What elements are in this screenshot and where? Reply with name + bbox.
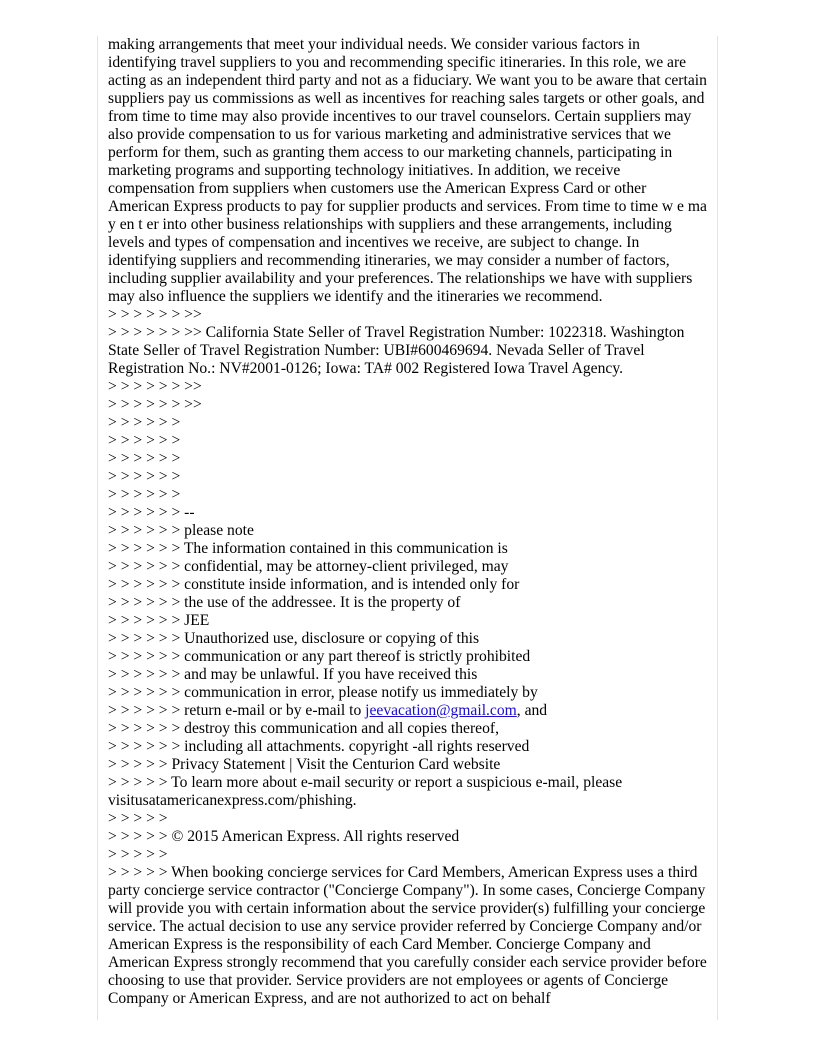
- copyright-line: > > > > > © 2015 American Express. All rights reserved: [108, 828, 460, 845]
- intro-paragraph: making arrangements that meet your individual needs. We consider various factors in identifying travel suppliers to you and recommending specific itineraries. In this role, we are acting as an independent third party and not as a fiduciary. We want you to be aware that certain suppliers pay us commissions as well as incentives for reaching sales targets or other goals, and from time to time may also provide incentives to our travel counselors. Certain suppliers may also provide compensation to us for various marketing and administrative services that we perform for them, such as granting them access to our marketing channels, participating in marketing programs and supporting technology initiatives. In addition, we receive compensation from suppliers when customers use the American Express Card or other American Express products to pay for supplier products and services. From time to time w e ma y en t er into other business relationships with suppliers and these arrangements, including levels and types of compensation and incentives we receive, are subject to change. In identifying suppliers and recommending itineraries, we may consider a number of factors, including supplier availability and your preferences. The relationships we have with suppliers may also influence the suppliers we identify and the itineraries we recommend.: [108, 36, 707, 305]
- quoted-line: > > > > > >: [108, 468, 181, 485]
- quoted-line: > > > > > > please note: [108, 522, 254, 539]
- contact-email-link[interactable]: jeevacation@gmail.com: [365, 702, 517, 719]
- quoted-line: > > > > >: [108, 810, 168, 827]
- quoted-marker-line: > > > > > > >>: [108, 306, 202, 323]
- quoted-line: > > > > > >: [108, 414, 181, 431]
- quoted-line: > > > > > >: [108, 486, 181, 503]
- quoted-line: > > > > > > >>: [108, 378, 202, 395]
- quoted-line: > > > > > > including all attachments. copyright -all rights reserved: [108, 738, 530, 755]
- privacy-statement-line: > > > > > Privacy Statement | Visit the Centurion Card website: [108, 756, 501, 773]
- quoted-line: > > > > > > constitute inside information, and is intended only for: [108, 576, 520, 593]
- quoted-line: > > > > > > communication or any part thereof is strictly prohibited: [108, 648, 531, 665]
- quoted-line: > > > > > > destroy this communication and all copies thereof,: [108, 720, 499, 737]
- email-body-text: [108, 36, 709, 1008]
- quoted-line: > > > > > > the use of the addressee. It is the property of: [108, 594, 461, 611]
- quoted-line: > > > > > > Unauthorized use, disclosure or copying of this: [108, 630, 480, 647]
- quoted-line: > > > > > > JEE: [108, 612, 210, 629]
- registration-paragraph: > > > > > > >> California State Seller of Travel Registration Number: 1022318. Washington State Seller of Travel Registration Number: UBI#600469694. Nevada Seller of Travel Registration No.: NV#2001-0126; Iowa: TA# 002 Registered Iowa Travel Agency.: [108, 324, 685, 377]
- return-email-line: [108, 702, 709, 720]
- quoted-line: > > > > > >: [108, 432, 181, 449]
- return-line-suffix: , and: [516, 702, 548, 719]
- quoted-line: > > > > > > --: [108, 504, 195, 521]
- quoted-line: > > > > > > confidential, may be attorney-client privileged, may: [108, 558, 509, 575]
- quoted-line: > > > > > > The information contained in this communication is: [108, 540, 508, 557]
- quoted-line: > > > > >: [108, 846, 168, 863]
- email-body-page: [97, 36, 718, 1020]
- quoted-line: > > > > > > and may be unlawful. If you have received this: [108, 666, 478, 683]
- security-paragraph: > > > > > To learn more about e-mail security or report a suspicious e-mail, please visitusatamericanexpress.com/phishing.: [108, 774, 623, 809]
- concierge-paragraph: > > > > > When booking concierge services for Card Members, American Express uses a third party concierge service contractor ("Concierge Company"). In some cases, Concierge Company will provide you with certain information about the service provider(s) fulfilling your concierge service. The actual decision to use any service provider referred by Concierge Company and/or American Express is the responsibility of each Card Member. Concierge Company and American Express strongly recommend that you carefully consider each service provider before choosing to use that provider. Service providers are not employees or agents of Concierge Company or American Express, and are not authorized to act on behalf: [108, 864, 707, 1007]
- quoted-line: > > > > > >: [108, 450, 181, 467]
- quoted-line: > > > > > > communication in error, please notify us immediately by: [108, 684, 538, 701]
- return-line-prefix: > > > > > > return e-mail or by e-mail to: [108, 702, 366, 719]
- quoted-line: > > > > > > >>: [108, 396, 202, 413]
